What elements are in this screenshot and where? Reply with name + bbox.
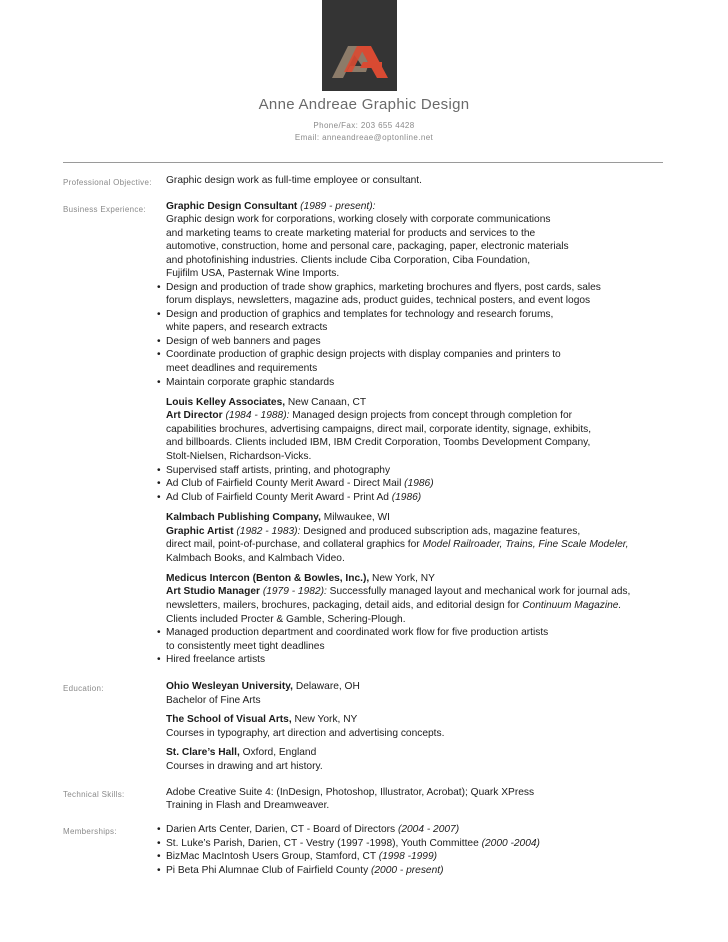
school-detail: Courses in drawing and art history. — [166, 761, 323, 772]
aa-monogram-logo-icon — [322, 0, 397, 91]
membership-item: • Darien Arts Center, Darien, CT - Board of Directors (2004 - 2007) — [157, 823, 459, 837]
job-heading: Kalmbach Publishing Company, Milwaukee, WI — [166, 512, 390, 523]
job-heading: Medicus Intercon (Benton & Bowles, Inc.), New York, NY — [166, 573, 435, 584]
skills-line: Training in Flash and Dreamweaver. — [166, 800, 330, 811]
school-detail: Bachelor of Fine Arts — [166, 695, 261, 706]
bullet-item: • Ad Club of Fairfield County Merit Award - Direct Mail (1986) — [157, 477, 434, 491]
bullet-item: • Supervised staff artists, printing, and photography — [157, 464, 390, 478]
section-label-education: Education: — [63, 684, 104, 693]
bullet-item: • Design and production of graphics and templates for technology and research forums, — [157, 308, 553, 322]
job-description-line: and billboards. Clients included IBM, IBM Credit Corporation, Toombs Development Company, — [166, 437, 591, 448]
school-heading: The School of Visual Arts, New York, NY — [166, 714, 358, 725]
bullet-item: • Ad Club of Fairfield County Merit Award - Print Ad (1986) — [157, 491, 421, 505]
bullet-continuation: meet deadlines and requirements — [166, 363, 318, 374]
job-heading: Louis Kelley Associates, New Canaan, CT — [166, 397, 367, 408]
email: Email: anneandreae@optonline.net — [294, 133, 434, 142]
bullet-item: • Maintain corporate graphic standards — [157, 376, 334, 390]
bullet-item: • Design and production of trade show graphics, marketing brochures and flyers, post cards, sales — [157, 281, 601, 295]
bullet-item: • Managed production department and coordinated work flow for five production artists — [157, 626, 548, 640]
section-label-memberships: Memberships: — [63, 827, 117, 836]
membership-item: • St. Luke’s Parish, Darien, CT - Vestry (1997 -1998), Youth Committee (2000 -2004) — [157, 837, 540, 851]
logo — [322, 0, 397, 91]
job-title-line: Art Director (1984 - 1988): Managed design projects from concept through completion for — [166, 410, 573, 421]
job-description-line: Graphic design work for corporations, working closely with corporate communications — [166, 214, 551, 225]
school-heading: St. Clare’s Hall, Oxford, England — [166, 747, 317, 758]
skills-line: Adobe Creative Suite 4: (InDesign, Photoshop, Illustrator, Acrobat); Quark XPress — [166, 787, 535, 798]
bullet-continuation: forum displays, newsletters, magazine ads, product guides, technical posters, and event logos — [166, 295, 591, 306]
job-description-line: and photofinishing industries. Clients include Ciba Corporation, Ciba Foundation, — [166, 255, 531, 266]
job-heading: Graphic Design Consultant (1989 - present): — [166, 201, 376, 212]
school-heading: Ohio Wesleyan University, Delaware, OH — [166, 681, 360, 692]
job-description-line: Stolt-Nielsen, Richardson-Vicks. — [166, 451, 312, 462]
phone-fax: Phone/Fax: 203 655 4428 — [313, 121, 415, 130]
bullet-continuation: to consistently meet tight deadlines — [166, 641, 325, 652]
job-description-line: and marketing teams to create marketing material for products and services to the — [166, 228, 536, 239]
job-description-line: Kalmbach Books, and Kalmbach Video. — [166, 553, 345, 564]
objective-text: Graphic design work as full-time employee or consultant. — [166, 175, 422, 186]
section-label-objective: Professional Objective: — [63, 178, 152, 187]
job-title-line: Art Studio Manager (1979 - 1982): Successfully managed layout and mechanical work for journal ads, — [166, 586, 631, 597]
job-title-line: Graphic Artist (1982 - 1983): Designed and produced subscription ads, magazine features, — [166, 526, 581, 537]
job-description-line: direct mail, point-of-purchase, and collateral graphics for Model Railroader, Trains, Fine Scale Modeler, — [166, 539, 629, 550]
section-label-experience: Business Experience: — [63, 205, 146, 214]
bullet-continuation: white papers, and research extracts — [166, 322, 328, 333]
job-description-line: newsletters, mailers, brochures, packaging, detail aids, and editorial design for Continuum Magazine. — [166, 600, 622, 611]
section-label-skills: Technical Skills: — [63, 790, 125, 799]
job-description-line: Fujifilm USA, Pasternak Wine Imports. — [166, 268, 340, 279]
job-description-line: capabilities brochures, advertising campaigns, direct mail, corporate identity, signage, exhibits, — [166, 424, 592, 435]
school-detail: Courses in typography, art direction and advertising concepts. — [166, 728, 445, 739]
bullet-item: • Hired freelance artists — [157, 653, 265, 667]
header-divider — [63, 162, 663, 163]
bullet-item: • Design of web banners and pages — [157, 335, 321, 349]
bullet-item: • Coordinate production of graphic design projects with display companies and printers to — [157, 348, 561, 362]
job-description-line: Clients included Procter & Gamble, Schering-Plough. — [166, 614, 406, 625]
membership-item: • BizMac MacIntosh Users Group, Stamford, CT (1998 -1999) — [157, 850, 437, 864]
job-description-line: automotive, construction, home and personal care, packaging, paper, electronic materials — [166, 241, 569, 252]
company-name: Anne Andreae Graphic Design — [258, 96, 470, 113]
membership-item: • Pi Beta Phi Alumnae Club of Fairfield County (2000 - present) — [157, 864, 443, 878]
